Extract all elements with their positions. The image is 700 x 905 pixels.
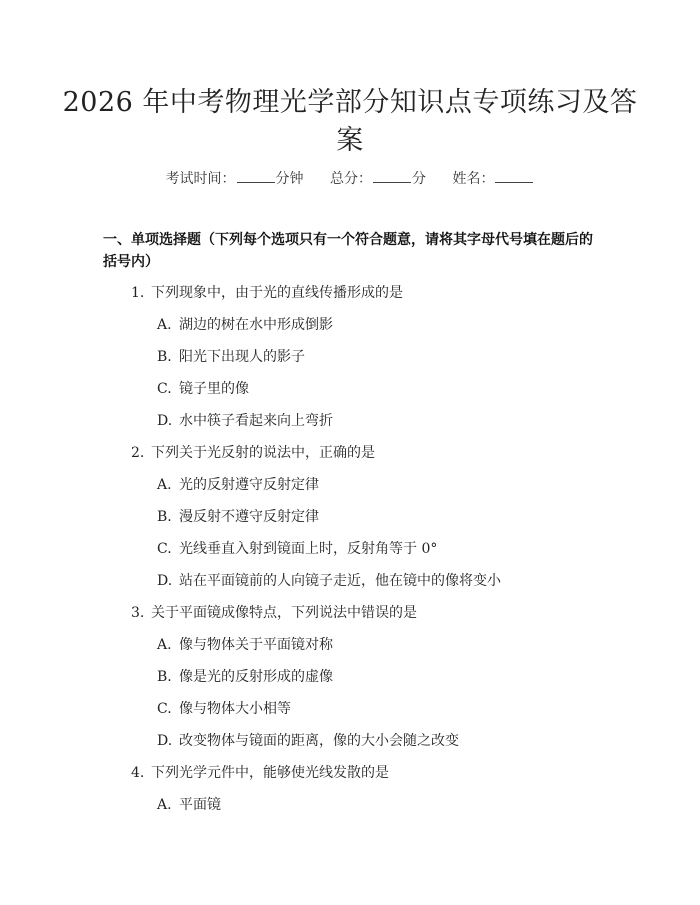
- option-text: 阳光下出现人的影子: [179, 349, 305, 365]
- question-2-option-d: [157, 570, 501, 590]
- option-text: 改变物体与镜面的距离，像的大小会随之改变: [179, 733, 459, 749]
- question-1-option-a: [157, 314, 333, 334]
- question-1-option-c: [157, 378, 249, 398]
- option-text: 像与物体大小相等: [179, 701, 291, 717]
- option-letter: D.: [157, 413, 173, 429]
- question-number: 1.: [131, 285, 145, 301]
- exam-time-unit: 分钟: [275, 171, 304, 187]
- option-text: 平面镜: [179, 797, 221, 813]
- question-3: [131, 602, 417, 622]
- option-letter: A.: [157, 477, 172, 493]
- exam-time-blank: [237, 181, 275, 183]
- exam-time: [166, 171, 304, 187]
- question-4-option-a: [157, 794, 221, 814]
- page-title: 2026 年中考物理光学部分知识点专项练习及答案: [62, 87, 638, 156]
- option-letter: A.: [157, 637, 172, 653]
- option-text: 湖边的树在水中形成倒影: [179, 317, 333, 333]
- option-letter: B.: [157, 349, 172, 365]
- question-3-option-a: [157, 634, 333, 654]
- option-letter: A.: [157, 317, 172, 333]
- question-4: [131, 762, 389, 782]
- total-score-blank: [373, 181, 411, 183]
- question-stem: 下列关于光反射的说法中，正确的是: [151, 445, 375, 461]
- question-3-option-c: [157, 698, 291, 718]
- student-name-label: 姓名：: [452, 171, 495, 187]
- question-1: [131, 282, 403, 302]
- option-text: 光的反射遵守反射定律: [179, 477, 319, 493]
- option-text: 水中筷子看起来向上弯折: [179, 413, 333, 429]
- option-letter: D.: [157, 733, 173, 749]
- question-1-option-b: [157, 346, 305, 366]
- option-text: 漫反射不遵守反射定律: [179, 509, 319, 525]
- question-number: 2.: [131, 445, 145, 461]
- question-3-option-b: [157, 666, 333, 686]
- question-number: 3.: [131, 605, 145, 621]
- question-stem: 下列现象中，由于光的直线传播形成的是: [151, 285, 403, 301]
- question-1-option-d: [157, 410, 333, 430]
- section-heading: 一、单项选择题（下列每个选项只有一个符合题意，请将其字母代号填在题后的括号内）: [103, 232, 593, 270]
- option-text: 像与物体关于平面镜对称: [179, 637, 333, 653]
- option-letter: C.: [157, 381, 172, 397]
- option-letter: C.: [157, 701, 172, 717]
- option-text: 像是光的反射形成的虚像: [179, 669, 333, 685]
- question-2: [131, 442, 375, 462]
- total-score-label: 总分：: [330, 171, 372, 187]
- option-letter: B.: [157, 669, 172, 685]
- question-stem: 下列光学元件中，能够使光线发散的是: [151, 765, 389, 781]
- exam-info: [0, 168, 700, 188]
- total-score-unit: 分: [412, 171, 426, 187]
- option-text: 镜子里的像: [179, 381, 249, 397]
- exam-time-label: 考试时间：: [165, 171, 236, 187]
- question-number: 4.: [131, 765, 145, 781]
- option-letter: D.: [157, 573, 173, 589]
- question-2-option-a: [157, 474, 319, 494]
- option-letter: B.: [157, 509, 172, 525]
- question-3-option-d: [157, 730, 459, 750]
- question-2-option-c: [157, 538, 437, 558]
- question-2-option-b: [157, 506, 319, 526]
- option-text: 光线垂直入射到镜面上时，反射角等于 0°: [179, 541, 438, 557]
- total-score: [330, 171, 426, 187]
- option-letter: C.: [157, 541, 172, 557]
- question-stem: 关于平面镜成像特点，下列说法中错误的是: [151, 605, 417, 621]
- option-text: 站在平面镜前的人向镜子走近，他在镜中的像将变小: [179, 573, 501, 589]
- student-name: [452, 171, 534, 187]
- student-name-blank: [495, 181, 533, 183]
- option-letter: A.: [157, 797, 172, 813]
